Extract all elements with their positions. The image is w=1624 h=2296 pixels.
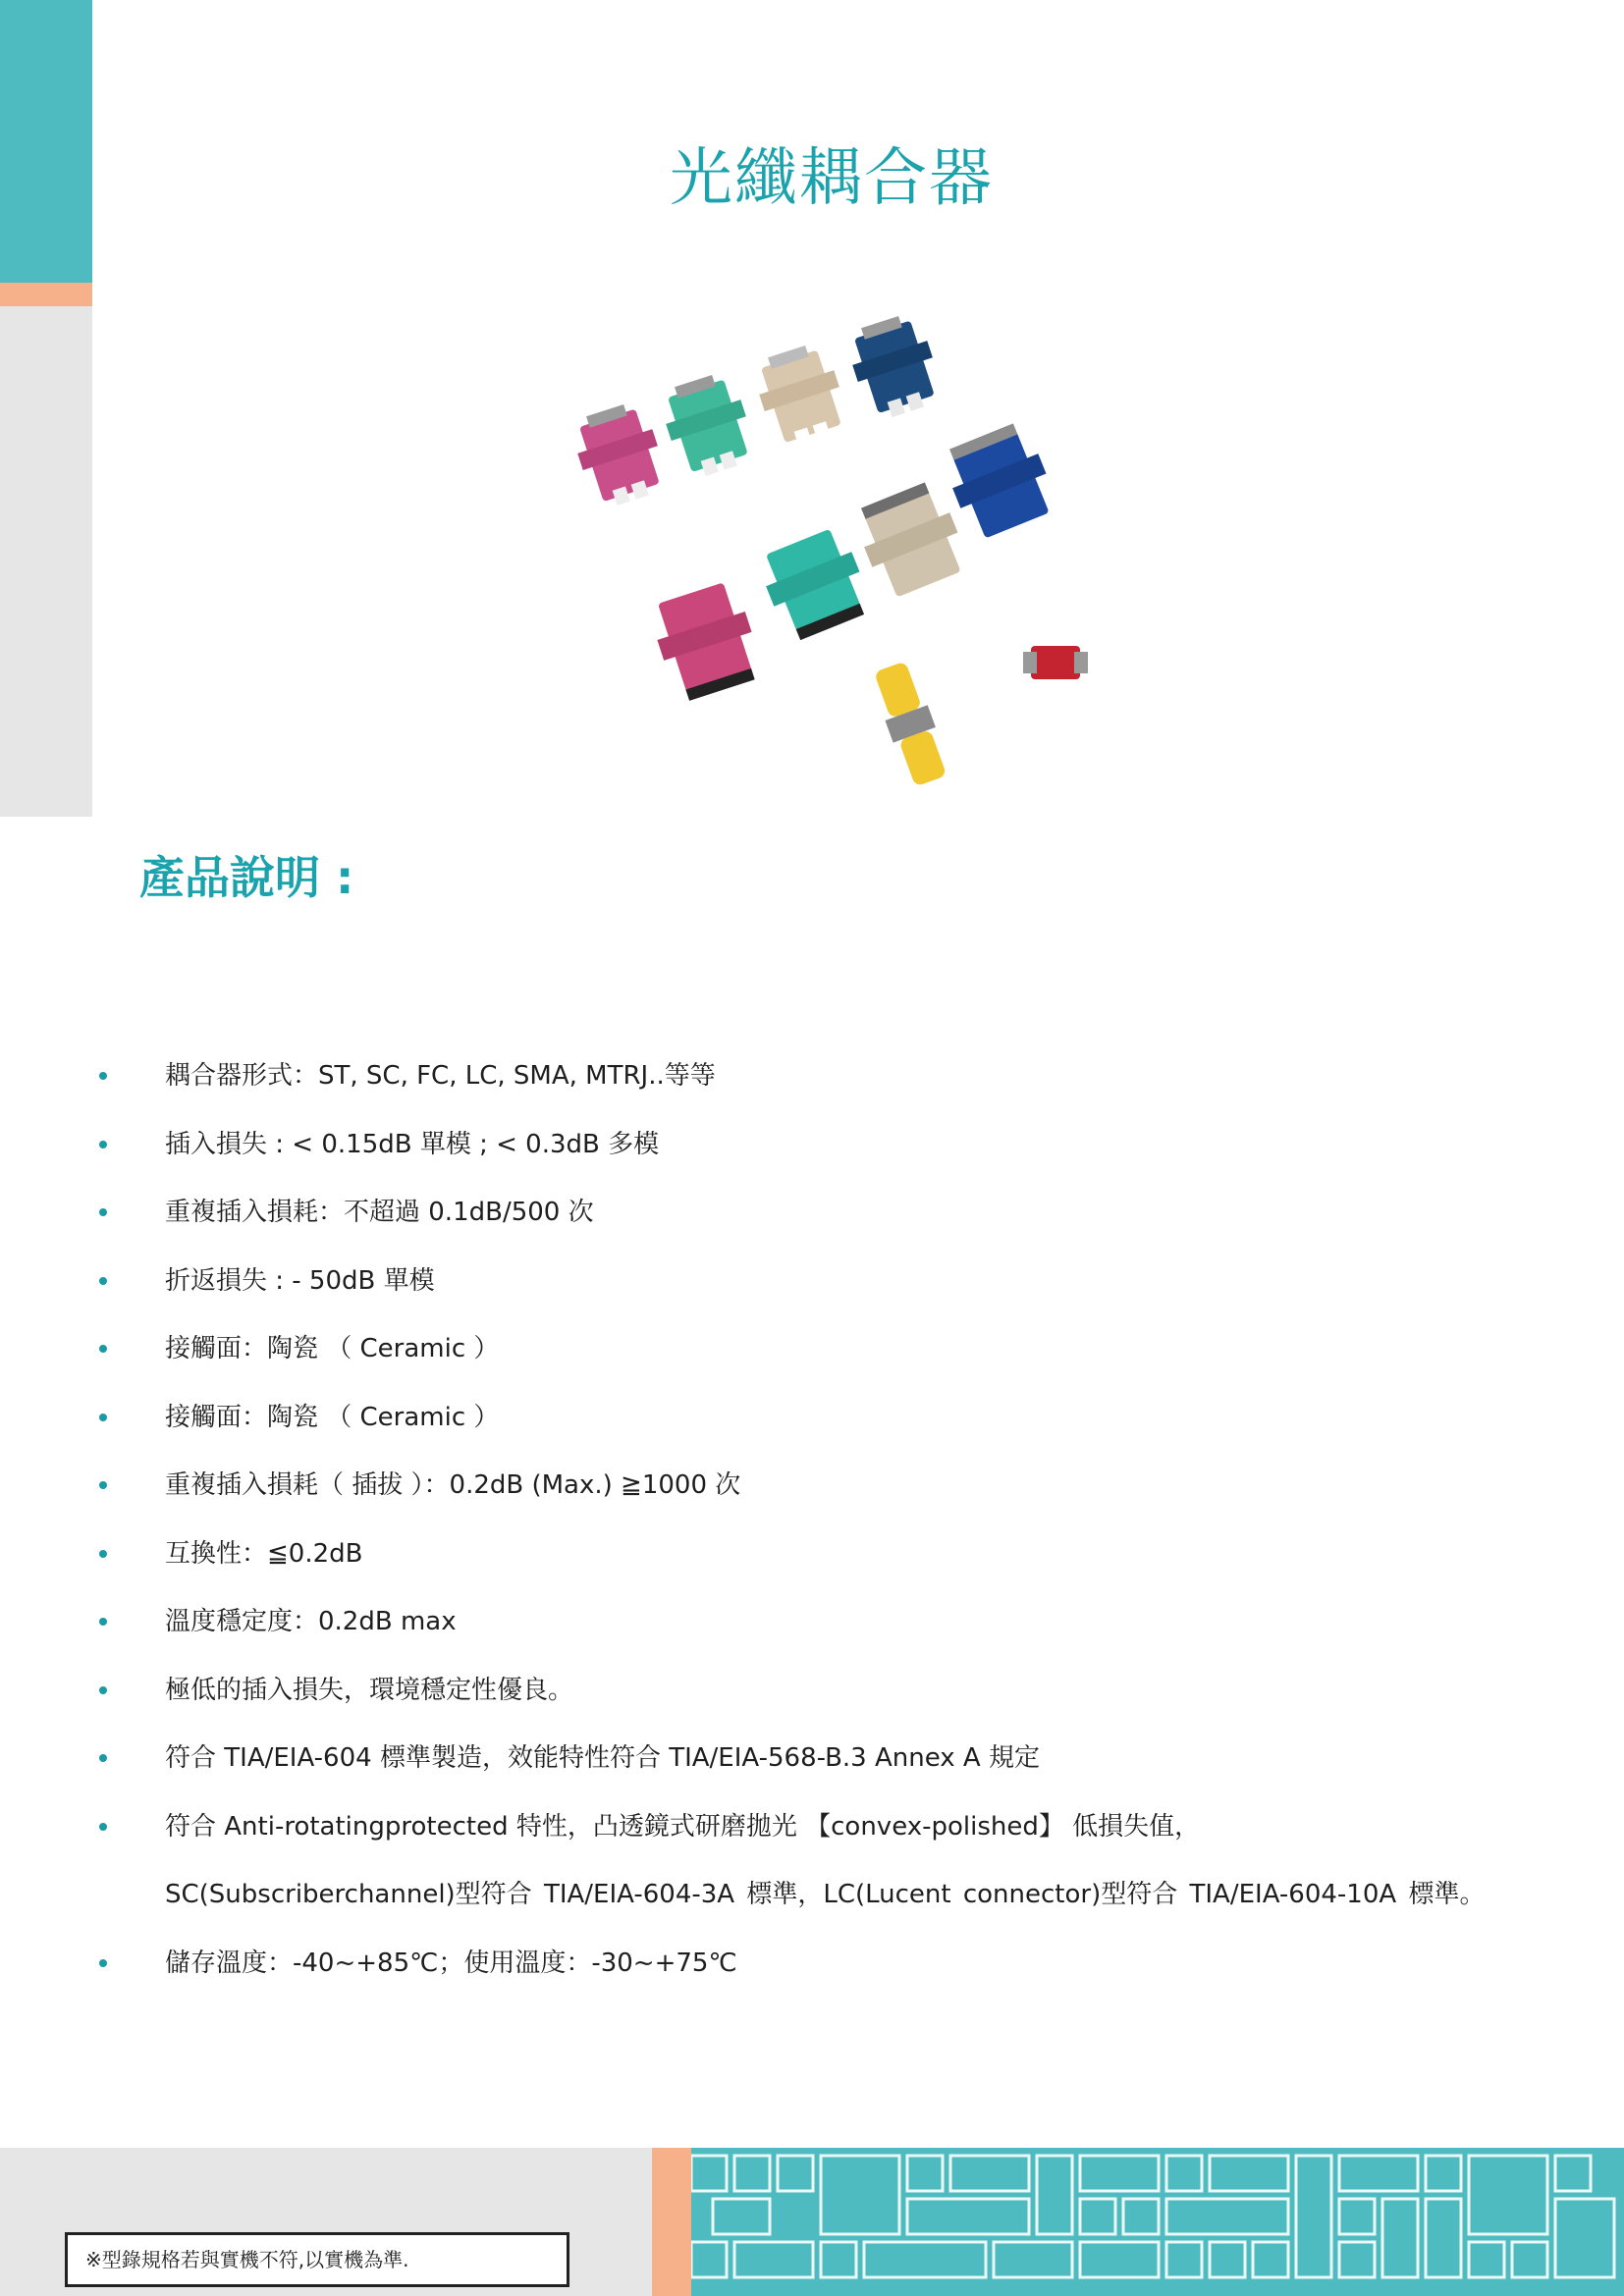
spec-item: 接觸面：陶瓷 （ Ceramic ） <box>0 1323 1624 1392</box>
sidebar-orange-band <box>0 283 92 306</box>
spec-item: 接觸面：陶瓷 （ Ceramic ） <box>0 1392 1624 1461</box>
spec-item: 符合 Anti-rotatingprotected 特性，凸透鏡式研磨拋光 【convex-polished】 低損失值， <box>0 1801 1624 1870</box>
spec-item: 插入損失 : < 0.15dB 單模 ; < 0.3dB 多模 <box>0 1119 1624 1188</box>
bullet-icon <box>99 1414 107 1421</box>
spec-item: 重複插入損耗（ 插拔 ）：0.2dB (Max.) ≧1000 次 <box>0 1460 1624 1528</box>
bullet-icon <box>99 1618 107 1626</box>
spec-item: 折返損失 : - 50dB 單模 <box>0 1255 1624 1324</box>
spec-item: 重複插入損耗：不超過 0.1dB/500 次 <box>0 1187 1624 1255</box>
product-photo <box>540 309 1110 800</box>
footer-circuit-pattern <box>691 2148 1624 2296</box>
spec-item-continuation: SC(Subscriberchannel)型符合 TIA/EIA-604-3A 標準，LC(Lucent connector)型符合 TIA/EIA-604-10A 標準。 <box>165 1880 1486 1909</box>
bullet-icon <box>99 1208 107 1216</box>
bullet-icon <box>99 1072 107 1080</box>
spec-item: 極低的插入損失，環境穩定性優良。 <box>0 1665 1624 1734</box>
bullet-icon <box>99 1277 107 1285</box>
bullet-icon <box>99 1550 107 1558</box>
bullet-icon <box>99 1141 107 1148</box>
spec-item: 耦合器形式：ST, SC, FC, LC, SMA, MTRJ..等等 <box>0 1050 1624 1119</box>
bullet-icon <box>99 1823 107 1831</box>
bullet-icon <box>99 1481 107 1489</box>
bullet-icon <box>99 1959 107 1967</box>
bullet-icon <box>99 1686 107 1694</box>
bullet-icon <box>99 1345 107 1353</box>
spec-item: 溫度穩定度：0.2dB max <box>0 1596 1624 1665</box>
fiber-coupler-adapters-icon <box>540 309 1110 800</box>
circuit-pattern-icon <box>691 2148 1624 2296</box>
section-heading: 產品說明 : <box>139 851 354 904</box>
spec-item: 符合 TIA/EIA-604 標準製造，效能特性符合 TIA/EIA-568-B.3 Annex A 規定 <box>0 1733 1624 1801</box>
sidebar-gray-band <box>0 306 92 817</box>
spec-item: 互換性：≦0.2dB <box>0 1528 1624 1597</box>
page-title: 光纖耦合器 <box>670 142 994 215</box>
disclaimer-note: ※型錄規格若與實機不符,以實機為準. <box>65 2232 569 2287</box>
bullet-icon <box>99 1754 107 1762</box>
footer-orange-band <box>652 2148 691 2296</box>
spec-item: 儲存溫度：-40~+85℃；使用溫度：-30~+75℃ <box>0 1938 1624 2006</box>
spec-list <box>0 1050 1624 2005</box>
